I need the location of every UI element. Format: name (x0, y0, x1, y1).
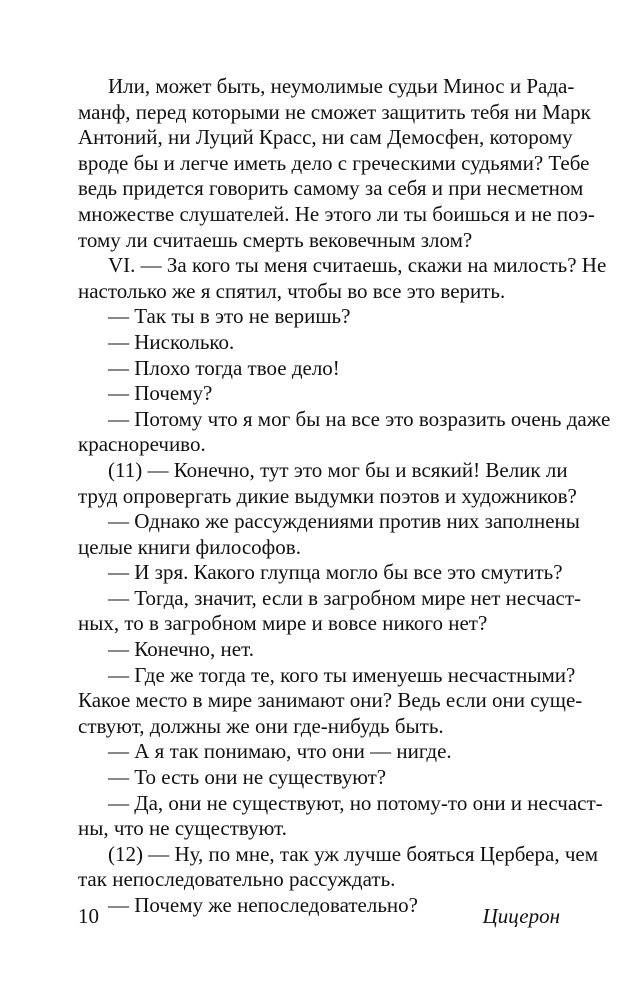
text-line: — Где же тогда те, кого ты именуешь несчастными? (108, 662, 576, 687)
page-number: 10 (78, 904, 99, 928)
text-line: ствуют, должны же они где-нибудь быть. (78, 713, 444, 738)
paragraph (78, 406, 611, 458)
paragraph (78, 381, 560, 407)
text-line: — Нисколько. (108, 329, 235, 354)
text-line: настолько же я спятил, чтобы во все это верить. (78, 278, 506, 303)
text-line: Или, может быть, неумолимые судьи Минос и Рада- (108, 74, 575, 98)
paragraph (78, 841, 598, 893)
text-line: ных, то в загробном мире и вовсе никого нет? (78, 611, 488, 636)
paragraph (78, 509, 580, 560)
text-line: — Конечно, нет. (108, 637, 254, 662)
text-line: — Потому что я мог бы на все это возразить очень даже (108, 406, 611, 431)
text-line: — То есть они не существуют? (108, 765, 387, 790)
text-line: — Да, они не существуют, но потому-то они и несчаст- (108, 790, 603, 815)
text-line: красноречиво. (78, 432, 206, 457)
running-title: Цицерон (482, 904, 560, 928)
text-line: вроде бы и легче иметь дело с греческими судьями? Тебе (78, 150, 590, 175)
text-line: множестве слушателей. Не этого ли ты боишься и не поэ- (78, 201, 595, 226)
text-line: — Тогда, значит, если в загробном мире нет несчаст- (108, 585, 582, 610)
text-line: — Плохо тогда твое дело! (108, 355, 340, 380)
paragraph (78, 560, 563, 586)
text-line: так непоследовательно рассуждать. (78, 867, 396, 892)
text-line: VI. — За кого ты меня считаешь, скажи на милость? Не (108, 253, 607, 278)
text-line: Какое место в мире занимают они? Ведь если они суще- (78, 688, 583, 713)
paragraph (78, 457, 577, 509)
text-line: Антоний, ни Луций Красс, ни сам Демосфен, которому (78, 125, 573, 150)
text-line: — Так ты в это не веришь? (108, 304, 351, 329)
text-line: целые книги философов. (78, 534, 301, 559)
paragraph (78, 330, 560, 356)
paragraph (78, 637, 560, 663)
body-text (78, 74, 611, 919)
paragraph (78, 304, 560, 330)
text-line: — И зря. Какого глупца могло бы все это смутить? (108, 560, 563, 585)
paragraph (78, 585, 582, 637)
text-line: — Почему же непоследовательно? (108, 893, 418, 917)
text-line: — Однако же рассуждениями против них заполнены (108, 509, 580, 534)
text-line: манф, перед которыми не сможет защитить тебя ни Марк (78, 99, 591, 124)
paragraph (78, 739, 560, 765)
paragraph (78, 74, 595, 253)
paragraph (78, 253, 607, 304)
text-line: ны, что не существуют. (78, 816, 287, 841)
paragraph (78, 790, 603, 842)
paragraph (78, 356, 560, 382)
text-line: — Почему? (108, 381, 213, 406)
text-line: труд опровергать дикие выдумки поэтов и художников? (78, 483, 577, 508)
text-line: (11) — Конечно, тут это мог бы и всякий! Велик ли (108, 457, 568, 482)
paragraph (78, 765, 560, 791)
text-line: тому ли считаешь смерть вековечным злом? (78, 227, 473, 252)
text-line: (12) — Ну, по мне, так уж лучше бояться Цербера, чем (108, 841, 598, 866)
paragraph (78, 662, 583, 740)
text-line: — А я так понимаю, что они — нигде. (108, 739, 452, 764)
text-line: ведь придется говорить самому за себя и при несметном (78, 176, 584, 201)
